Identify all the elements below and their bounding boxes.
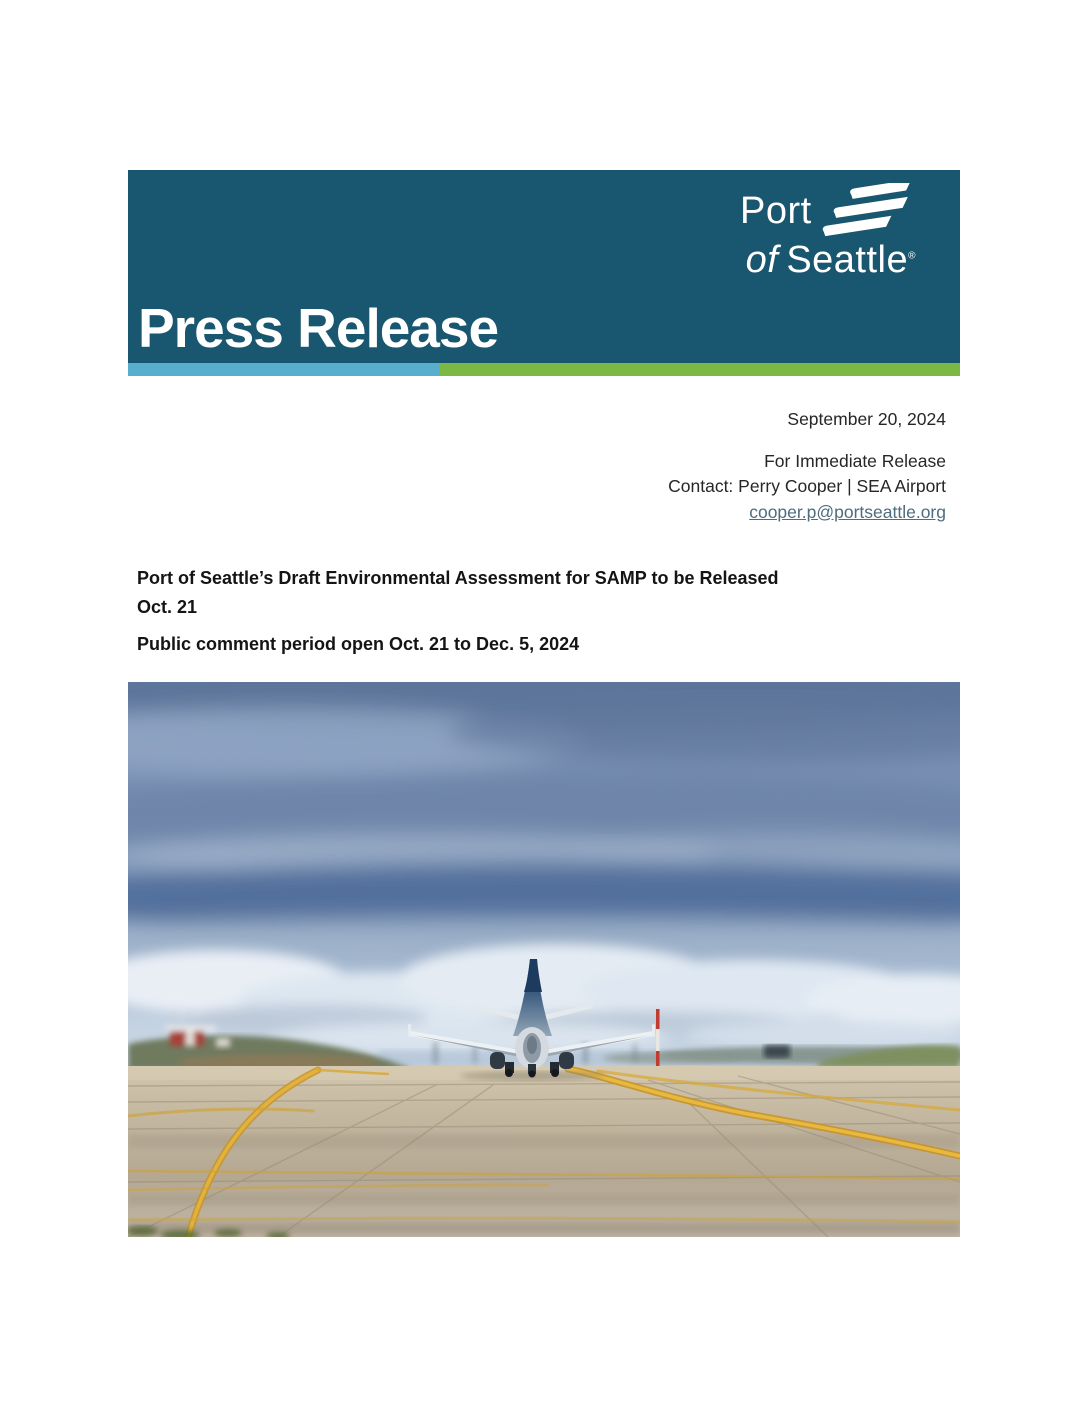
release-date: September 20, 2024 bbox=[787, 409, 946, 429]
contact-email-line bbox=[128, 500, 946, 526]
logo-of-text: of bbox=[745, 239, 779, 281]
airplane-taxiway-photo bbox=[128, 682, 960, 1237]
headline-line1: Port of Seattle’s Draft Environmental Assessment for SAMP to be Released bbox=[137, 568, 779, 588]
logo-line2 bbox=[740, 241, 916, 279]
release-meta bbox=[128, 407, 946, 525]
headline-line2: Oct. 21 bbox=[137, 596, 198, 617]
headline bbox=[137, 564, 837, 621]
contact-line: Contact: Perry Cooper | SEA Airport bbox=[668, 476, 946, 496]
accent-stripe bbox=[128, 363, 960, 376]
logo-port-text: Port bbox=[740, 190, 812, 232]
contact-email-link[interactable]: cooper.p@portseattle.org bbox=[749, 501, 946, 522]
port-of-seattle-logo bbox=[740, 183, 916, 279]
port-of-seattle-flag-icon bbox=[822, 183, 916, 239]
immediate-release-line: For Immediate Release bbox=[764, 450, 946, 471]
banner bbox=[128, 170, 960, 363]
subheadline: Public comment period open Oct. 21 to Dec. 5, 2024 bbox=[137, 634, 580, 654]
press-release-title: Press Release bbox=[138, 297, 499, 359]
logo-line1 bbox=[740, 183, 916, 239]
logo-seattle-text: Seattle bbox=[786, 239, 909, 281]
accent-stripe-green bbox=[440, 363, 960, 376]
accent-stripe-blue bbox=[128, 363, 440, 376]
registered-mark: ® bbox=[908, 250, 916, 262]
airplane-taxiway-illustration bbox=[128, 682, 960, 1237]
marker-pole bbox=[656, 1009, 660, 1071]
